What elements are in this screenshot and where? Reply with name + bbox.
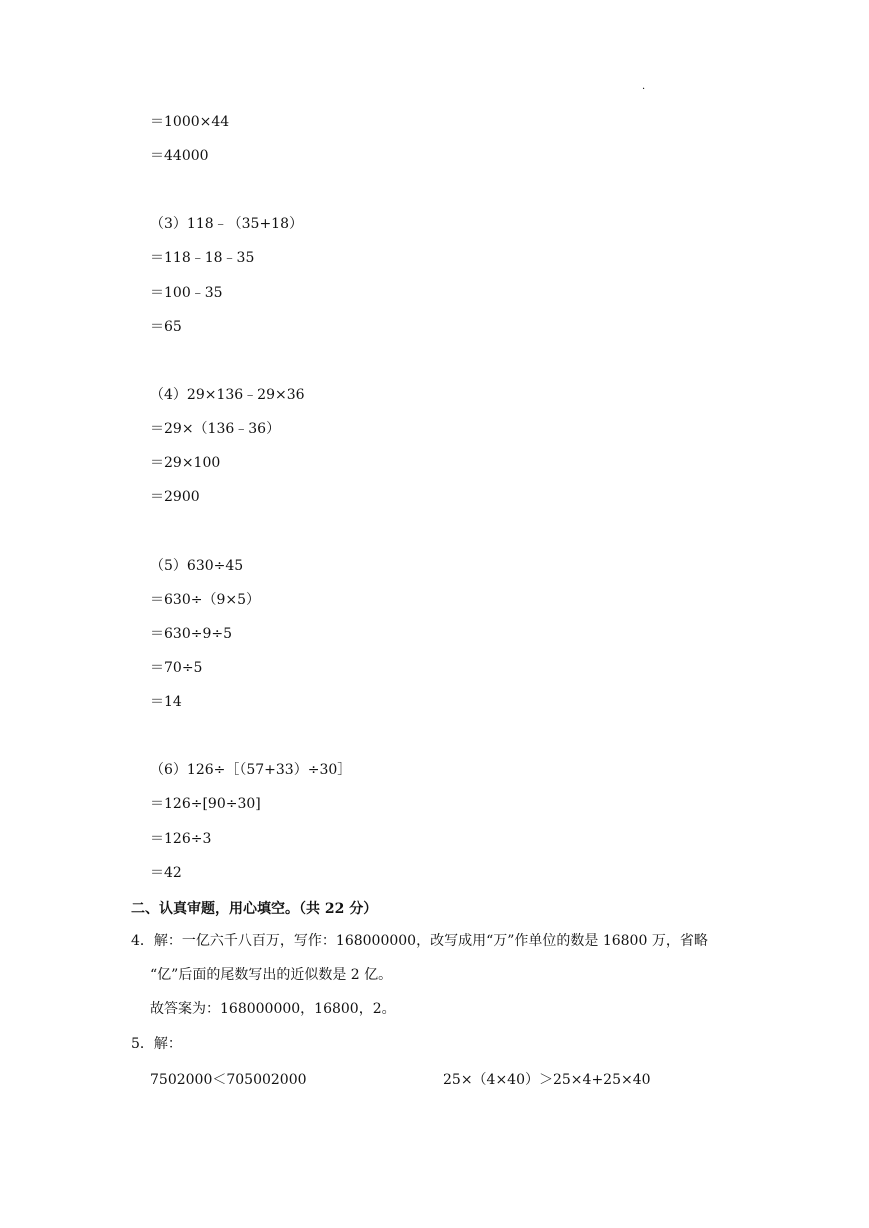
- problem-3-title: （3）118﹣（35+18）: [150, 216, 303, 232]
- calc-line: ＝14: [150, 694, 182, 710]
- q5-left-comparison: 7502000＜705002000: [150, 1072, 307, 1088]
- q5-label: 5．解：: [131, 1036, 182, 1052]
- problem-6-title: （6）126÷［（57+33）÷30］: [150, 762, 352, 778]
- calc-line: ＝1000×44: [150, 114, 230, 130]
- q5-right-comparison: 25×（4×40）＞25×4+25×40: [443, 1072, 651, 1088]
- section-heading: 二、认真审题，用心填空。（共 22 分）: [131, 901, 378, 917]
- calc-line: ＝2900: [150, 489, 200, 505]
- calc-line: ＝126÷3: [150, 831, 212, 847]
- calc-line: ＝65: [150, 319, 182, 335]
- calc-line: ＝630÷（9×5）: [150, 592, 260, 608]
- calc-line: ＝42: [150, 865, 182, 881]
- calc-line: ＝70÷5: [150, 660, 203, 676]
- calc-line: ＝118﹣18﹣35: [150, 250, 255, 266]
- q4-line-1: 4．解：一亿六千八百万，写作：168000000，改写成用“万”作单位的数是 16800 万，省略: [131, 933, 708, 949]
- page-dot: ·: [642, 84, 646, 95]
- q4-line-2: “亿”后面的尾数写出的近似数是 2 亿。: [150, 967, 393, 983]
- calc-line: ＝126÷[90÷30]: [150, 796, 261, 812]
- calc-line: ＝100﹣35: [150, 285, 223, 301]
- problem-4-title: （4）29×136﹣29×36: [150, 387, 305, 403]
- calc-line: ＝630÷9÷5: [150, 626, 232, 642]
- q4-answer: 故答案为：168000000，16800，2。: [150, 1001, 396, 1017]
- calc-line: ＝29×（136﹣36）: [150, 421, 281, 437]
- calc-line: ＝44000: [150, 148, 209, 164]
- problem-5-title: （5）630÷45: [150, 558, 244, 574]
- calc-line: ＝29×100: [150, 455, 221, 471]
